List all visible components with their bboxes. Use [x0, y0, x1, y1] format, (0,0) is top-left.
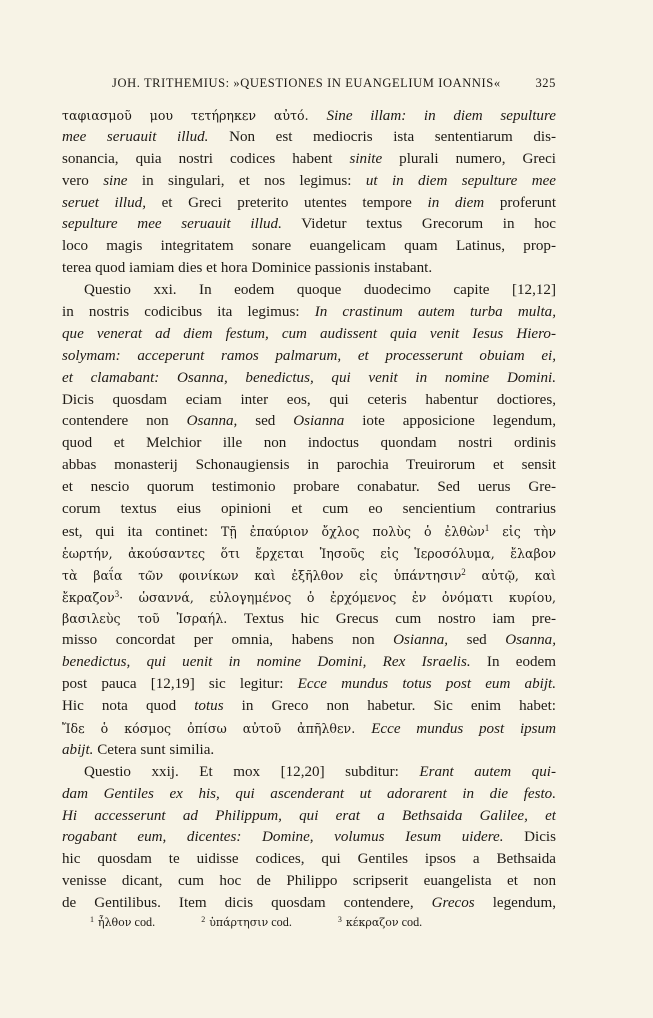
italic-text: Osanna, [186, 413, 238, 430]
text-line [62, 762, 556, 784]
main-text [62, 105, 556, 915]
greek-text: αὐτῷ, καὶ [465, 567, 556, 583]
footnote-number: 2 [201, 915, 206, 924]
greek-text: βασιλεὺς τοῦ Ἰσραήλ. [62, 611, 228, 627]
running-title: JOH. TRITHEMIUS: »QUESTIONES IN EUANGELIUM IOANNIS« [112, 76, 501, 90]
text-segment: de Gentilibus. Item dicis quosdam contendere, [62, 895, 432, 912]
text-line [62, 608, 556, 630]
italic-text: Osianna, [393, 632, 449, 649]
text-segment: Cetera sunt similia. [93, 741, 215, 758]
text-segment: est, qui ita continet: [62, 523, 221, 540]
text-segment: Questio xxij. Et mox [12,20] subditur: [84, 763, 420, 780]
text-segment: Hic nota quod [62, 698, 195, 715]
italic-text: Ecce mundus post ipsum [371, 720, 556, 737]
footnote-marker: 2 [461, 566, 466, 577]
italic-text: ut in diem sepulture mee [365, 172, 556, 189]
italic-text: Sine illam: in diem sepulture [326, 108, 556, 124]
text-line [62, 302, 556, 324]
text-line [62, 236, 556, 258]
text-line [62, 784, 556, 806]
text-line [62, 368, 556, 390]
greek-text: ἔκραζον [62, 589, 115, 605]
footnote [338, 915, 422, 930]
italic-text: Grecos [431, 895, 475, 912]
italic-text: benedictus, qui uenit in nomine Domini, Rex Israelis. [62, 654, 471, 671]
text-segment: quod et Melchior ille non indoctus quondam nostri ordinis [62, 435, 556, 452]
text-segment: in nostris codicibus ita legimus: [62, 304, 315, 321]
text-line [62, 674, 556, 696]
text-line [62, 390, 556, 412]
text-line [62, 806, 556, 828]
italic-text: seruet illud, [62, 194, 146, 211]
text-line [62, 149, 556, 171]
footnotes [90, 915, 560, 930]
greek-text: · ὡσαννά, εὐλογημένος ὁ ἐρχόμενος ἐν ὀνόματι κυρίου, [119, 589, 556, 605]
text-segment: Dicis [503, 829, 556, 846]
italic-text: totus [194, 698, 224, 715]
italic-text: Erant autem qui- [419, 763, 556, 780]
text-segment: terea quod iamiam dies et hora Dominice passionis instabant. [62, 260, 433, 277]
greek-text: ἑωρτήν, ἀκούσαντες ὅτι ἔρχεται Ἰησοῦς εἰς Ἱεροσόλυμα, ἔλαβον [62, 545, 556, 561]
footnote [201, 915, 292, 930]
footnote-number: 1 [90, 915, 94, 924]
italic-text: que venerat ad diem festum, cum audissent quia venit Iesus Hiero- [62, 325, 556, 342]
text-line [62, 893, 556, 915]
italic-text: Hi accesserunt ad Philippum, qui erat a Bethsaida Galilee, et [62, 807, 556, 824]
text-segment: Non est mediocris ista sententiarum dis- [208, 128, 556, 145]
text-segment: venisse dicant, cum hoc de Philippo scripserit euangelista et non [62, 873, 556, 890]
greek-text: Τῇ ἐπαύριον ὄχλος πολὺς ὁ ἐλθὼν [220, 523, 485, 539]
italic-text: Osanna, [505, 632, 556, 649]
text-line [62, 433, 556, 455]
text-line [62, 258, 556, 280]
italic-text: sine [103, 172, 128, 189]
text-line [62, 411, 556, 433]
running-header [112, 76, 556, 91]
italic-text: dam Gentiles ex his, qui ascenderant ut adorarent in die festo. [62, 785, 556, 802]
text-segment: Dicis quosdam eciam inter eos, qui ceteris habentur doctiores, [62, 391, 556, 408]
text-line [62, 324, 556, 346]
text-line [62, 849, 556, 871]
text-segment: et Greci preterito utentes tempore [145, 194, 428, 211]
text-line [62, 740, 556, 762]
text-line [62, 127, 556, 149]
footnote-greek: ὑπάρτησιν [209, 916, 269, 929]
italic-text: abijt. [62, 741, 94, 758]
text-line [62, 696, 556, 718]
text-line [62, 280, 556, 302]
text-segment: in Greco non habetur. Sic enim habet: [223, 698, 556, 715]
italic-text: sepulture mee seruauit illud. [62, 216, 282, 233]
text-segment: sed [448, 632, 506, 649]
text-segment: in singulari, et nos legimus: [127, 172, 366, 189]
italic-text: in diem [427, 194, 485, 211]
footnote-marker: 3 [114, 588, 120, 599]
text-segment: sed [237, 413, 294, 430]
italic-text: mee seruauit illud. [62, 128, 209, 145]
page-number: 325 [535, 76, 556, 90]
text-line [62, 871, 556, 893]
text-line [62, 346, 556, 368]
italic-text: Ecce mundus totus post eum abijt. [297, 676, 556, 693]
text-segment: Questio xxi. In eodem quoque duodecimo capite [12,12] [84, 282, 556, 299]
text-line [62, 214, 556, 236]
footnote-marker: 1 [484, 522, 490, 533]
greek-text: ταφιασμοῦ μου τετήρηκεν αὐτό. [62, 108, 327, 123]
text-line [62, 521, 556, 543]
text-line [62, 827, 556, 849]
text-segment: abbas monasterij Schonaugiensis in parochia Treuirorum et sensit [62, 457, 556, 474]
italic-text: et clamabant: Osanna, benedictus, qui venit in nomine Domini. [62, 369, 556, 386]
text-line [62, 587, 556, 609]
text-line [62, 543, 556, 565]
footnote-abbr: cod. [401, 915, 423, 929]
text-line [62, 630, 556, 652]
text-line [62, 477, 556, 499]
text-segment: misso concordat per omnia, habens non [62, 632, 394, 649]
italic-text: sinite [349, 150, 383, 167]
text-line [62, 105, 556, 127]
text-segment: loco magis integritatem sonare euangelicam quam Latinus, prop- [62, 238, 556, 255]
greek-text: Ἴδε ὁ κόσμος ὀπίσω αὐτοῦ ἀπῆλθεν. [62, 720, 372, 736]
italic-text: Osianna [293, 413, 345, 430]
footnote-greek: κέκραζον [345, 916, 399, 929]
text-line [62, 171, 556, 193]
italic-text: rogabant eum, dicentes: Domine, volumus Iesum uidere. [62, 829, 504, 846]
greek-text: τὰ βαΐα τῶν φοινίκων καὶ ἐξῆλθον εἰς ὑπάντησιν [62, 567, 462, 583]
text-line [62, 652, 556, 674]
greek-text: εἰς τὴν [489, 523, 556, 539]
text-line [62, 193, 556, 215]
text-segment: legendum, [474, 895, 556, 912]
text-segment: Textus hic Grecus cum nostro iam pre- [227, 611, 556, 628]
text-segment: plurali numero, Greci [382, 150, 556, 167]
text-segment: iote apposicione legendum, [344, 413, 556, 430]
italic-text: solymam: acceperunt ramos palmarum, et processerunt obuiam ei, [62, 347, 556, 364]
text-segment: vero [62, 172, 104, 189]
footnote-abbr: cod. [134, 915, 156, 929]
footnote-abbr: cod. [271, 915, 292, 929]
text-segment: contendere non [62, 413, 187, 430]
text-segment: In eodem [470, 654, 556, 671]
italic-text: In crastinum autem turba multa, [314, 304, 556, 321]
text-line [62, 565, 556, 587]
footnote-greek: ἦλθον [98, 916, 132, 929]
text-segment: hic quosdam te uidisse codices, qui Gentiles ipsos a Bethsaida [62, 851, 556, 868]
text-line [62, 455, 556, 477]
text-segment: et nescio quorum testimonio probare conabatur. Sed uerus Gre- [62, 479, 556, 496]
text-segment: proferunt [484, 194, 556, 211]
footnote [90, 915, 155, 930]
text-segment: post pauca [12,19] sic legitur: [62, 676, 298, 693]
text-segment: sonancia, quia nostri codices habent [62, 150, 350, 167]
text-segment: corum textus eius opinioni et cum eo sencientium contrarius [62, 501, 556, 518]
text-segment: Videtur textus Grecorum in hoc [281, 216, 556, 233]
text-line [62, 718, 556, 740]
footnote-number: 3 [337, 915, 342, 924]
text-line [62, 499, 556, 521]
